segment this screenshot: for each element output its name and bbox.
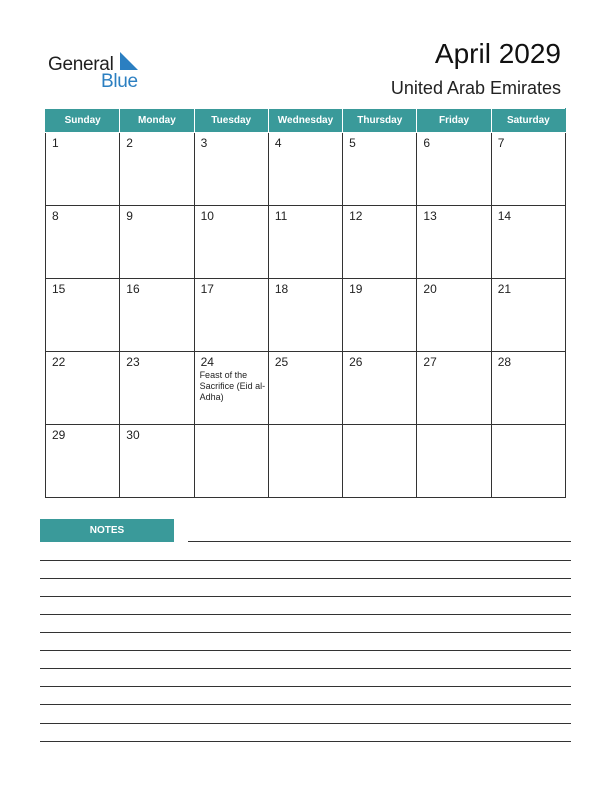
day-cell — [491, 279, 565, 352]
day-number: 17 — [200, 282, 214, 296]
country-subtitle: United Arab Emirates — [390, 78, 561, 98]
day-number: 28 — [497, 355, 512, 369]
day-cell — [343, 206, 417, 279]
day-cell — [417, 352, 491, 425]
day-cell — [491, 425, 565, 498]
notes-line — [40, 632, 571, 633]
day-cell — [491, 352, 565, 425]
day-cell — [46, 279, 120, 352]
day-number: 27 — [423, 355, 437, 369]
day-number: 21 — [497, 282, 512, 296]
day-cell — [491, 206, 565, 279]
day-cell — [194, 425, 268, 498]
day-number: 30 — [126, 428, 140, 442]
day-number: 23 — [126, 355, 140, 369]
weekday-header: Friday — [417, 109, 491, 133]
day-cell — [343, 133, 417, 206]
weekday-header: Tuesday — [194, 109, 268, 133]
day-number: 1 — [52, 136, 59, 150]
day-number: 15 — [52, 282, 66, 296]
day-number: 14 — [497, 209, 512, 223]
calendar-grid — [45, 108, 566, 498]
day-number: 5 — [349, 136, 356, 150]
day-cell — [343, 352, 417, 425]
notes-line — [40, 704, 571, 705]
day-cell — [343, 279, 417, 352]
day-number: 11 — [274, 209, 288, 223]
weekday-header: Saturday — [491, 109, 565, 133]
day-number: 29 — [52, 428, 66, 442]
week-row — [46, 279, 566, 352]
day-cell — [194, 352, 268, 425]
day-cell — [194, 133, 268, 206]
notes-line — [40, 614, 571, 615]
day-number: 16 — [126, 282, 140, 296]
day-number: 26 — [349, 355, 363, 369]
blue-triangle-icon — [120, 52, 140, 72]
notes-line — [40, 578, 571, 579]
day-cell — [46, 206, 120, 279]
day-cell — [417, 425, 491, 498]
day-cell — [268, 206, 342, 279]
day-cell — [343, 425, 417, 498]
notes-line — [40, 741, 571, 742]
brand-logo — [48, 52, 148, 92]
weekday-header: Wednesday — [268, 109, 342, 133]
logo-text-blue: Blue — [101, 71, 138, 92]
notes-line — [40, 668, 571, 669]
notes-line — [188, 541, 571, 542]
day-cell — [491, 133, 565, 206]
day-cell — [120, 133, 194, 206]
day-cell — [46, 133, 120, 206]
day-cell — [46, 425, 120, 498]
logo-text-general: General — [48, 54, 114, 75]
day-number: 10 — [200, 209, 214, 223]
notes-line — [40, 560, 571, 561]
weekday-header: Sunday — [46, 109, 120, 133]
day-number: 3 — [200, 136, 208, 150]
day-number: 13 — [423, 209, 437, 223]
day-number: 24 — [200, 355, 214, 369]
day-number: 2 — [126, 136, 133, 150]
day-cell — [120, 206, 194, 279]
day-cell — [268, 352, 342, 425]
page-title: April 2029 — [434, 38, 561, 69]
day-number: 7 — [497, 136, 505, 150]
day-number: 8 — [52, 209, 59, 223]
day-number: 19 — [349, 282, 363, 296]
weekday-header: Monday — [120, 109, 194, 133]
weekday-header-row — [46, 109, 566, 133]
day-number: 12 — [349, 209, 363, 223]
week-row — [46, 425, 566, 498]
notes-line — [40, 650, 571, 651]
notes-label: NOTES — [40, 519, 174, 542]
notes-line — [40, 596, 571, 597]
week-row — [46, 352, 566, 425]
day-cell — [120, 352, 194, 425]
day-cell — [417, 279, 491, 352]
week-row — [46, 133, 566, 206]
day-cell — [417, 206, 491, 279]
holiday-label: Feast of the Sacrifice (Eid al-Adha) — [199, 370, 266, 402]
day-cell — [194, 279, 268, 352]
day-cell — [120, 279, 194, 352]
notes-line — [40, 723, 571, 724]
day-number: 20 — [423, 282, 437, 296]
week-row — [46, 206, 566, 279]
notes-line — [40, 686, 571, 687]
day-cell — [268, 425, 342, 498]
weekday-header: Thursday — [343, 109, 417, 133]
day-number: 6 — [423, 136, 431, 150]
day-number: 18 — [274, 282, 289, 296]
day-number: 4 — [274, 136, 282, 150]
day-number: 22 — [52, 355, 66, 369]
day-cell — [120, 425, 194, 498]
day-number: 9 — [126, 209, 133, 223]
day-cell — [417, 133, 491, 206]
day-cell — [194, 206, 268, 279]
day-number: 25 — [274, 355, 289, 369]
day-cell — [268, 279, 342, 352]
day-cell — [268, 133, 342, 206]
day-cell — [46, 352, 120, 425]
